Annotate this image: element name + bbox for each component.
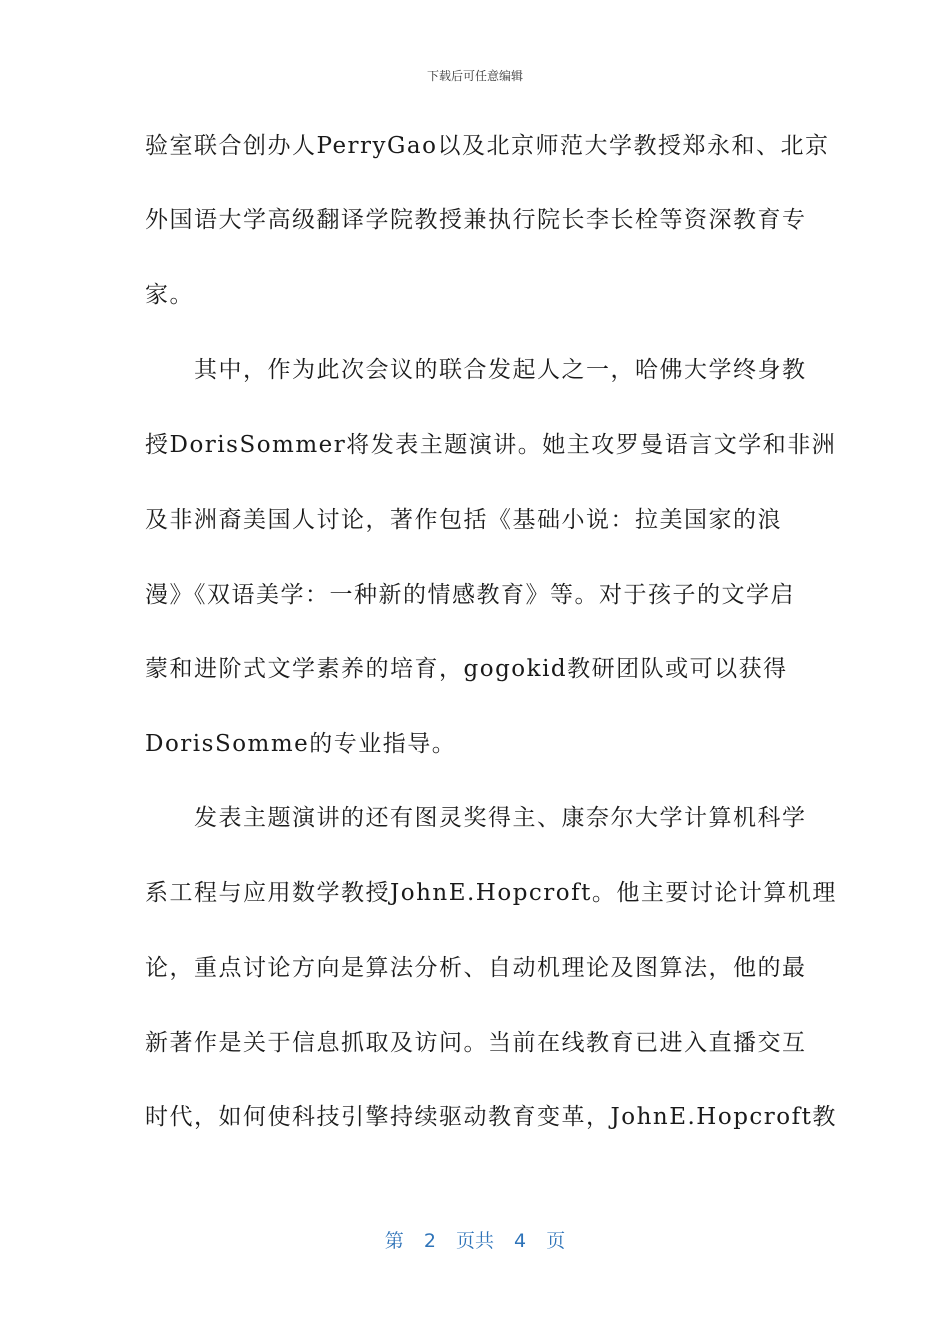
total-page-count: 4 xyxy=(514,1230,527,1252)
body-line: 验室联合创办人PerryGao以及北京师范大学教授郑永和、北京 xyxy=(145,133,830,159)
body-line: 授DorisSommer将发表主题演讲。她主攻罗曼语言文学和非洲 xyxy=(145,432,837,458)
current-page-number: 2 xyxy=(423,1230,436,1252)
footer-suffix: 页 xyxy=(546,1230,566,1252)
body-line: 论，重点讨论方向是算法分析、自动机理论及图算法，他的最 xyxy=(145,955,807,981)
header-note: 下载后可任意编辑 xyxy=(426,69,523,83)
body-line: 外国语大学高级翻译学院教授兼执行院长李长栓等资深教育专 xyxy=(145,207,807,233)
body-line: 其中，作为此次会议的联合发起人之一，哈佛大学终身教 xyxy=(145,357,807,383)
body-line: 新著作是关于信息抓取及访问。当前在线教育已进入直播交互 xyxy=(145,1030,807,1056)
body-line: 时代，如何使科技引擎持续驱动教育变革，JohnE.Hopcroft教 xyxy=(145,1104,837,1130)
body-line: 及非洲裔美国人讨论，著作包括《基础小说：拉美国家的浪 xyxy=(145,507,782,533)
body-line: 系工程与应用数学教授JohnE.Hopcroft。他主要讨论计算机理 xyxy=(145,880,837,906)
body-line: 漫》《双语美学：一种新的情感教育》等。对于孩子的文学启 xyxy=(145,582,795,608)
body-line: DorisSomme的专业指导。 xyxy=(145,731,457,757)
page-number-footer xyxy=(0,1226,950,1253)
footer-middle: 页共 xyxy=(455,1230,494,1252)
body-line: 蒙和进阶式文学素养的培育，gogokid教研团队或可以获得 xyxy=(145,656,788,682)
body-line: 发表主题演讲的还有图灵奖得主、康奈尔大学计算机科学 xyxy=(145,805,807,831)
footer-prefix: 第 xyxy=(384,1230,404,1252)
body-line: 家。 xyxy=(145,282,194,308)
